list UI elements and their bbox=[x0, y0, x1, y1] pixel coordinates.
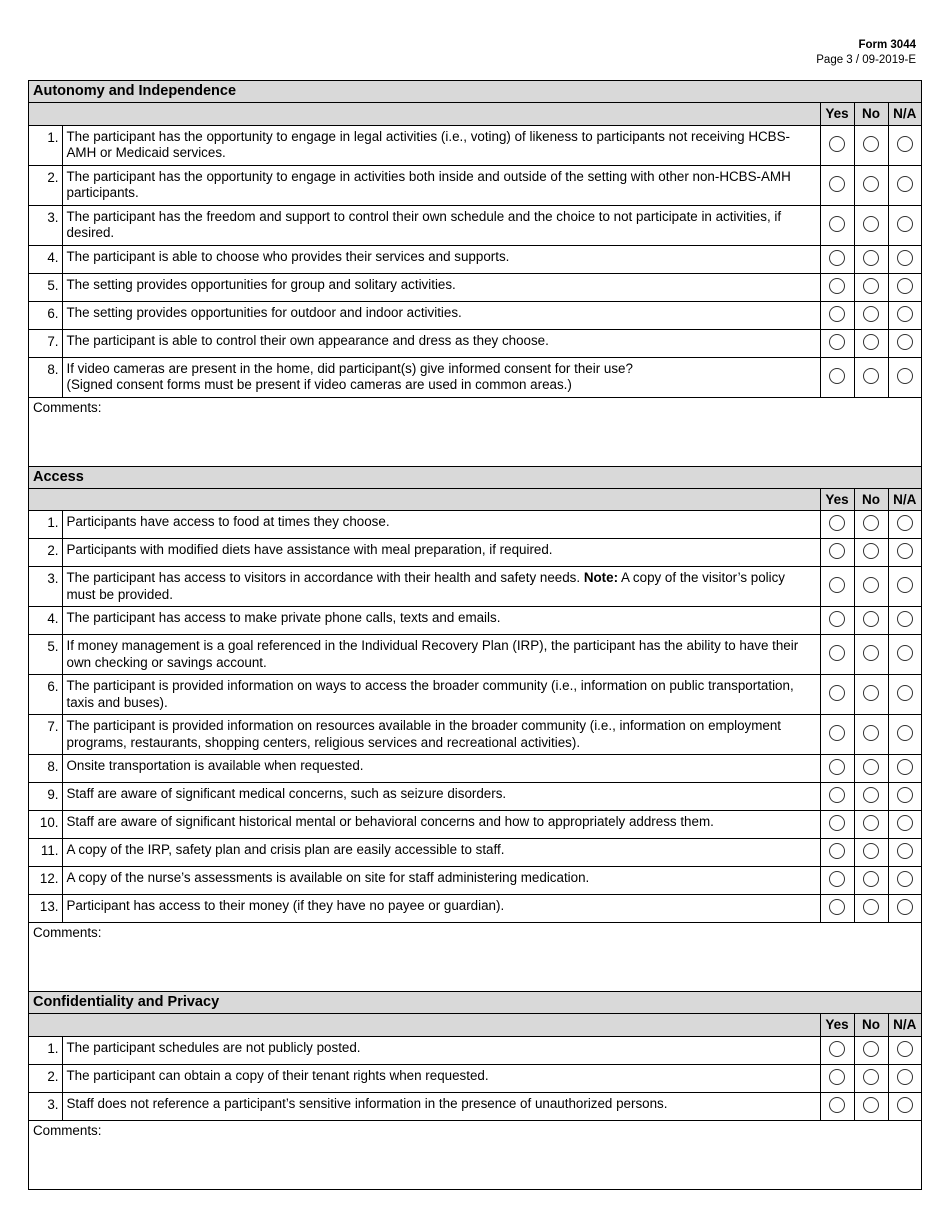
radio-no[interactable] bbox=[863, 725, 879, 741]
radio-yes[interactable] bbox=[829, 216, 845, 232]
table-row bbox=[29, 1064, 921, 1092]
table-row bbox=[29, 607, 921, 635]
radio-no[interactable] bbox=[863, 1097, 879, 1113]
radio-yes[interactable] bbox=[829, 899, 845, 915]
radio-cell-no bbox=[854, 245, 888, 273]
table-row bbox=[29, 567, 921, 607]
radio-na[interactable] bbox=[897, 278, 913, 294]
radio-na[interactable] bbox=[897, 843, 913, 859]
item-number: 6. bbox=[29, 301, 62, 329]
radio-cell-yes bbox=[820, 1036, 854, 1064]
radio-no[interactable] bbox=[863, 759, 879, 775]
item-number: 4. bbox=[29, 607, 62, 635]
radio-cell-no bbox=[854, 635, 888, 675]
radio-cell-yes bbox=[820, 1092, 854, 1120]
radio-cell-no bbox=[854, 895, 888, 923]
radio-cell-yes bbox=[820, 357, 854, 397]
item-text-main: The participant can obtain a copy of their tenant rights when requested. bbox=[66, 1067, 489, 1083]
radio-cell-no bbox=[854, 1064, 888, 1092]
item-text bbox=[62, 1036, 820, 1064]
item-text-main: The participant has the freedom and support to control their own schedule and the choice to not participate in activities, if desired. bbox=[66, 208, 782, 240]
item-number: 2. bbox=[29, 1064, 62, 1092]
item-text-main: The participant has the opportunity to engage in activities both inside and outside of the setting with other non-HCBS-AMH participants. bbox=[66, 168, 791, 200]
item-text bbox=[62, 811, 820, 839]
section-2 bbox=[28, 991, 922, 1190]
radio-na[interactable] bbox=[897, 899, 913, 915]
table-row bbox=[29, 715, 921, 755]
radio-cell-no bbox=[854, 205, 888, 245]
radio-cell-yes bbox=[820, 895, 854, 923]
radio-cell-na bbox=[888, 675, 921, 715]
checklist-table bbox=[29, 103, 921, 398]
radio-na[interactable] bbox=[897, 250, 913, 266]
radio-cell-na bbox=[888, 635, 921, 675]
table-row bbox=[29, 675, 921, 715]
radio-yes[interactable] bbox=[829, 685, 845, 701]
item-text-main: Staff are aware of significant medical concerns, such as seizure disorders. bbox=[66, 786, 507, 801]
item-number: 10. bbox=[29, 811, 62, 839]
radio-no[interactable] bbox=[863, 899, 879, 915]
form-header bbox=[816, 38, 916, 68]
item-text-main: A copy of the IRP, safety plan and crisis plan are easily accessible to staff. bbox=[66, 842, 505, 857]
radio-cell-no bbox=[854, 301, 888, 329]
radio-yes[interactable] bbox=[829, 136, 845, 152]
table-row bbox=[29, 895, 921, 923]
radio-yes[interactable] bbox=[829, 1069, 845, 1085]
checklist-table bbox=[29, 489, 921, 924]
item-text bbox=[62, 511, 820, 539]
radio-yes[interactable] bbox=[829, 815, 845, 831]
radio-na[interactable] bbox=[897, 645, 913, 661]
radio-cell-yes bbox=[820, 329, 854, 357]
radio-yes[interactable] bbox=[829, 278, 845, 294]
radio-yes[interactable] bbox=[829, 611, 845, 627]
radio-no[interactable] bbox=[863, 843, 879, 859]
radio-no[interactable] bbox=[863, 306, 879, 322]
radio-na[interactable] bbox=[897, 871, 913, 887]
section-title: Autonomy and Independence bbox=[29, 81, 921, 103]
radio-yes[interactable] bbox=[829, 725, 845, 741]
radio-cell-na bbox=[888, 811, 921, 839]
table-row bbox=[29, 273, 921, 301]
radio-na[interactable] bbox=[897, 1041, 913, 1057]
radio-cell-yes bbox=[820, 245, 854, 273]
item-number: 5. bbox=[29, 635, 62, 675]
column-header-row bbox=[29, 103, 921, 125]
radio-cell-yes bbox=[820, 125, 854, 165]
radio-cell-na bbox=[888, 607, 921, 635]
radio-no[interactable] bbox=[863, 685, 879, 701]
radio-cell-na bbox=[888, 867, 921, 895]
section-0 bbox=[28, 80, 922, 466]
item-number: 12. bbox=[29, 867, 62, 895]
item-number: 11. bbox=[29, 839, 62, 867]
table-row bbox=[29, 165, 921, 205]
radio-cell-yes bbox=[820, 607, 854, 635]
item-number: 1. bbox=[29, 1036, 62, 1064]
radio-yes[interactable] bbox=[829, 515, 845, 531]
form-name: Form 3044 bbox=[858, 39, 916, 51]
radio-cell-na bbox=[888, 329, 921, 357]
item-text bbox=[62, 125, 820, 165]
radio-cell-na bbox=[888, 895, 921, 923]
table-row bbox=[29, 867, 921, 895]
comments-label: Comments: bbox=[33, 399, 102, 415]
radio-na[interactable] bbox=[897, 543, 913, 559]
item-text-main: If video cameras are present in the home, did participant(s) give informed consent for their use? bbox=[66, 360, 633, 376]
table-row bbox=[29, 1092, 921, 1120]
radio-na[interactable] bbox=[897, 216, 913, 232]
radio-yes[interactable] bbox=[829, 1097, 845, 1113]
item-number: 4. bbox=[29, 245, 62, 273]
item-text bbox=[62, 895, 820, 923]
item-text bbox=[62, 245, 820, 273]
radio-no[interactable] bbox=[863, 815, 879, 831]
radio-no[interactable] bbox=[863, 645, 879, 661]
radio-na[interactable] bbox=[897, 136, 913, 152]
comments-label: Comments: bbox=[33, 1122, 102, 1138]
item-text-main: Onsite transportation is available when requested. bbox=[66, 758, 364, 773]
radio-cell-na bbox=[888, 357, 921, 397]
item-text-main: Participant has access to their money (if they have no payee or guardian). bbox=[66, 898, 505, 913]
radio-cell-na bbox=[888, 539, 921, 567]
radio-yes[interactable] bbox=[829, 787, 845, 803]
radio-cell-no bbox=[854, 1036, 888, 1064]
radio-no[interactable] bbox=[863, 543, 879, 559]
item-text-main: The participant has access to visitors in accordance with their health and safety needs. bbox=[66, 570, 584, 585]
radio-yes[interactable] bbox=[829, 334, 845, 350]
item-text bbox=[62, 783, 820, 811]
item-text-main: Participants with modified diets have assistance with meal preparation, if required. bbox=[66, 542, 553, 557]
item-text bbox=[62, 1064, 820, 1092]
radio-cell-na bbox=[888, 783, 921, 811]
item-number: 7. bbox=[29, 715, 62, 755]
column-yes: Yes bbox=[820, 103, 854, 125]
radio-na[interactable] bbox=[897, 515, 913, 531]
radio-cell-na bbox=[888, 301, 921, 329]
radio-cell-no bbox=[854, 607, 888, 635]
radio-yes[interactable] bbox=[829, 250, 845, 266]
item-text bbox=[62, 1092, 820, 1120]
radio-yes[interactable] bbox=[829, 368, 845, 384]
radio-na[interactable] bbox=[897, 306, 913, 322]
radio-cell-na bbox=[888, 1092, 921, 1120]
radio-yes[interactable] bbox=[829, 645, 845, 661]
radio-cell-na bbox=[888, 1036, 921, 1064]
radio-cell-no bbox=[854, 715, 888, 755]
form-sections bbox=[28, 80, 922, 1190]
item-number: 1. bbox=[29, 125, 62, 165]
table-row bbox=[29, 245, 921, 273]
item-number: 1. bbox=[29, 511, 62, 539]
table-row bbox=[29, 783, 921, 811]
item-text bbox=[62, 357, 820, 397]
radio-cell-no bbox=[854, 867, 888, 895]
radio-yes[interactable] bbox=[829, 843, 845, 859]
radio-cell-na bbox=[888, 715, 921, 755]
column-no: No bbox=[854, 1014, 888, 1036]
radio-cell-no bbox=[854, 329, 888, 357]
column-na: N/A bbox=[888, 1014, 921, 1036]
radio-cell-no bbox=[854, 567, 888, 607]
table-row bbox=[29, 329, 921, 357]
radio-cell-yes bbox=[820, 715, 854, 755]
item-text bbox=[62, 839, 820, 867]
item-text bbox=[62, 329, 820, 357]
item-text-main: Participants have access to food at times they choose. bbox=[66, 514, 390, 529]
radio-cell-yes bbox=[820, 635, 854, 675]
radio-na[interactable] bbox=[897, 577, 913, 593]
radio-no[interactable] bbox=[863, 278, 879, 294]
section-title: Confidentiality and Privacy bbox=[29, 992, 921, 1014]
radio-cell-no bbox=[854, 273, 888, 301]
item-number: 3. bbox=[29, 1092, 62, 1120]
item-number: 3. bbox=[29, 205, 62, 245]
item-text bbox=[62, 607, 820, 635]
radio-na[interactable] bbox=[897, 176, 913, 192]
radio-no[interactable] bbox=[863, 250, 879, 266]
radio-na[interactable] bbox=[897, 815, 913, 831]
radio-cell-yes bbox=[820, 811, 854, 839]
item-text bbox=[62, 867, 820, 895]
radio-na[interactable] bbox=[897, 611, 913, 627]
item-number: 13. bbox=[29, 895, 62, 923]
radio-cell-no bbox=[854, 675, 888, 715]
column-no: No bbox=[854, 103, 888, 125]
radio-cell-yes bbox=[820, 567, 854, 607]
radio-no[interactable] bbox=[863, 1041, 879, 1057]
table-row bbox=[29, 357, 921, 397]
comments-field[interactable] bbox=[29, 398, 921, 466]
item-number: 8. bbox=[29, 357, 62, 397]
radio-na[interactable] bbox=[897, 725, 913, 741]
radio-cell-na bbox=[888, 125, 921, 165]
radio-cell-na bbox=[888, 511, 921, 539]
radio-na[interactable] bbox=[897, 787, 913, 803]
table-row bbox=[29, 511, 921, 539]
item-text bbox=[62, 635, 820, 675]
radio-no[interactable] bbox=[863, 787, 879, 803]
radio-cell-no bbox=[854, 511, 888, 539]
radio-cell-na bbox=[888, 273, 921, 301]
radio-cell-yes bbox=[820, 755, 854, 783]
page-info: Page 3 / 09-2019-E bbox=[816, 54, 916, 66]
comments-field[interactable] bbox=[29, 923, 921, 991]
radio-na[interactable] bbox=[897, 1069, 913, 1085]
section-title: Access bbox=[29, 467, 921, 489]
item-text-main: The participant has access to make private phone calls, texts and emails. bbox=[66, 610, 501, 625]
radio-yes[interactable] bbox=[829, 577, 845, 593]
item-text-main: The participant is provided information on ways to access the broader community (i.e., information on public transportation, taxis and buses). bbox=[66, 678, 794, 710]
item-text-main: The setting provides opportunities for group and solitary activities. bbox=[66, 276, 456, 292]
section-1 bbox=[28, 466, 922, 992]
comments-field[interactable] bbox=[29, 1121, 921, 1189]
radio-cell-no bbox=[854, 165, 888, 205]
radio-cell-yes bbox=[820, 1064, 854, 1092]
item-text-main: If money management is a goal referenced in the Individual Recovery Plan (IRP), the participant has the ability to have their own checking or savings account. bbox=[66, 638, 799, 670]
radio-cell-yes bbox=[820, 539, 854, 567]
radio-cell-no bbox=[854, 811, 888, 839]
header-blank bbox=[29, 489, 820, 511]
radio-no[interactable] bbox=[863, 577, 879, 593]
radio-cell-no bbox=[854, 357, 888, 397]
radio-na[interactable] bbox=[897, 368, 913, 384]
radio-cell-na bbox=[888, 165, 921, 205]
item-number: 8. bbox=[29, 755, 62, 783]
radio-no[interactable] bbox=[863, 368, 879, 384]
radio-yes[interactable] bbox=[829, 176, 845, 192]
radio-cell-yes bbox=[820, 783, 854, 811]
radio-cell-no bbox=[854, 539, 888, 567]
radio-cell-yes bbox=[820, 165, 854, 205]
checklist-table bbox=[29, 1014, 921, 1121]
column-na: N/A bbox=[888, 103, 921, 125]
radio-yes[interactable] bbox=[829, 1041, 845, 1057]
radio-cell-na bbox=[888, 567, 921, 607]
radio-na[interactable] bbox=[897, 759, 913, 775]
item-text bbox=[62, 715, 820, 755]
radio-yes[interactable] bbox=[829, 543, 845, 559]
radio-no[interactable] bbox=[863, 216, 879, 232]
item-text bbox=[62, 205, 820, 245]
table-row bbox=[29, 301, 921, 329]
item-text bbox=[62, 539, 820, 567]
radio-no[interactable] bbox=[863, 176, 879, 192]
item-text-main: A copy of the nurse’s assessments is available on site for staff administering medication. bbox=[66, 870, 590, 885]
column-yes: Yes bbox=[820, 1014, 854, 1036]
radio-no[interactable] bbox=[863, 515, 879, 531]
item-number: 5. bbox=[29, 273, 62, 301]
radio-cell-yes bbox=[820, 675, 854, 715]
radio-no[interactable] bbox=[863, 871, 879, 887]
radio-yes[interactable] bbox=[829, 306, 845, 322]
radio-cell-yes bbox=[820, 301, 854, 329]
table-row bbox=[29, 635, 921, 675]
radio-yes[interactable] bbox=[829, 759, 845, 775]
column-no: No bbox=[854, 489, 888, 511]
item-text-main: The participant is provided information on resources available in the broader community (i.e., information on employment programs, restaurants, shopping centers, religious services and recreational activities). bbox=[66, 718, 782, 750]
item-note-label: Note: bbox=[583, 570, 619, 585]
radio-cell-no bbox=[854, 755, 888, 783]
radio-na[interactable] bbox=[897, 685, 913, 701]
item-text-after: A copy of the visitor’s policy must be provided. bbox=[66, 570, 786, 602]
radio-cell-no bbox=[854, 125, 888, 165]
item-text-main: The participant has the opportunity to engage in legal activities (i.e., voting) of likeness to participants not receiving HCBS-AMH or Medicaid services. bbox=[66, 128, 790, 160]
item-text bbox=[62, 165, 820, 205]
item-text-main: The setting provides opportunities for outdoor and indoor activities. bbox=[66, 304, 462, 320]
radio-na[interactable] bbox=[897, 1097, 913, 1113]
radio-cell-na bbox=[888, 1064, 921, 1092]
item-number: 2. bbox=[29, 539, 62, 567]
radio-cell-na bbox=[888, 755, 921, 783]
item-text bbox=[62, 301, 820, 329]
item-number: 6. bbox=[29, 675, 62, 715]
radio-no[interactable] bbox=[863, 136, 879, 152]
item-text-secondary: (Signed consent forms must be present if video cameras are used in common areas.) bbox=[66, 377, 572, 392]
radio-cell-yes bbox=[820, 205, 854, 245]
radio-cell-yes bbox=[820, 839, 854, 867]
radio-cell-no bbox=[854, 1092, 888, 1120]
table-row bbox=[29, 811, 921, 839]
column-na: N/A bbox=[888, 489, 921, 511]
item-number: 2. bbox=[29, 165, 62, 205]
item-text-main: Staff are aware of significant historical mental or behavioral concerns and how to appropriately address them. bbox=[66, 814, 714, 829]
item-text-main: Staff does not reference a participant’s sensitive information in the presence of unauthorized persons. bbox=[66, 1095, 668, 1111]
item-text-main: The participant is able to control their own appearance and dress as they choose. bbox=[66, 332, 549, 348]
radio-cell-yes bbox=[820, 511, 854, 539]
radio-no[interactable] bbox=[863, 1069, 879, 1085]
item-text-main: The participant schedules are not publicly posted. bbox=[66, 1039, 361, 1055]
table-row bbox=[29, 839, 921, 867]
header-blank bbox=[29, 103, 820, 125]
radio-na[interactable] bbox=[897, 334, 913, 350]
table-row bbox=[29, 205, 921, 245]
item-number: 3. bbox=[29, 567, 62, 607]
radio-cell-na bbox=[888, 839, 921, 867]
column-header-row bbox=[29, 489, 921, 511]
item-text bbox=[62, 567, 820, 607]
radio-cell-na bbox=[888, 205, 921, 245]
radio-cell-yes bbox=[820, 273, 854, 301]
table-row bbox=[29, 125, 921, 165]
radio-cell-yes bbox=[820, 867, 854, 895]
radio-no[interactable] bbox=[863, 611, 879, 627]
item-text bbox=[62, 273, 820, 301]
radio-no[interactable] bbox=[863, 334, 879, 350]
radio-yes[interactable] bbox=[829, 871, 845, 887]
item-text bbox=[62, 755, 820, 783]
table-row bbox=[29, 1036, 921, 1064]
radio-cell-no bbox=[854, 839, 888, 867]
header-blank bbox=[29, 1014, 820, 1036]
column-header-row bbox=[29, 1014, 921, 1036]
radio-cell-no bbox=[854, 783, 888, 811]
item-number: 9. bbox=[29, 783, 62, 811]
item-text-main: The participant is able to choose who provides their services and supports. bbox=[66, 248, 510, 264]
item-number: 7. bbox=[29, 329, 62, 357]
table-row bbox=[29, 539, 921, 567]
table-row bbox=[29, 755, 921, 783]
comments-label: Comments: bbox=[33, 925, 102, 940]
radio-cell-na bbox=[888, 245, 921, 273]
column-yes: Yes bbox=[820, 489, 854, 511]
item-text bbox=[62, 675, 820, 715]
